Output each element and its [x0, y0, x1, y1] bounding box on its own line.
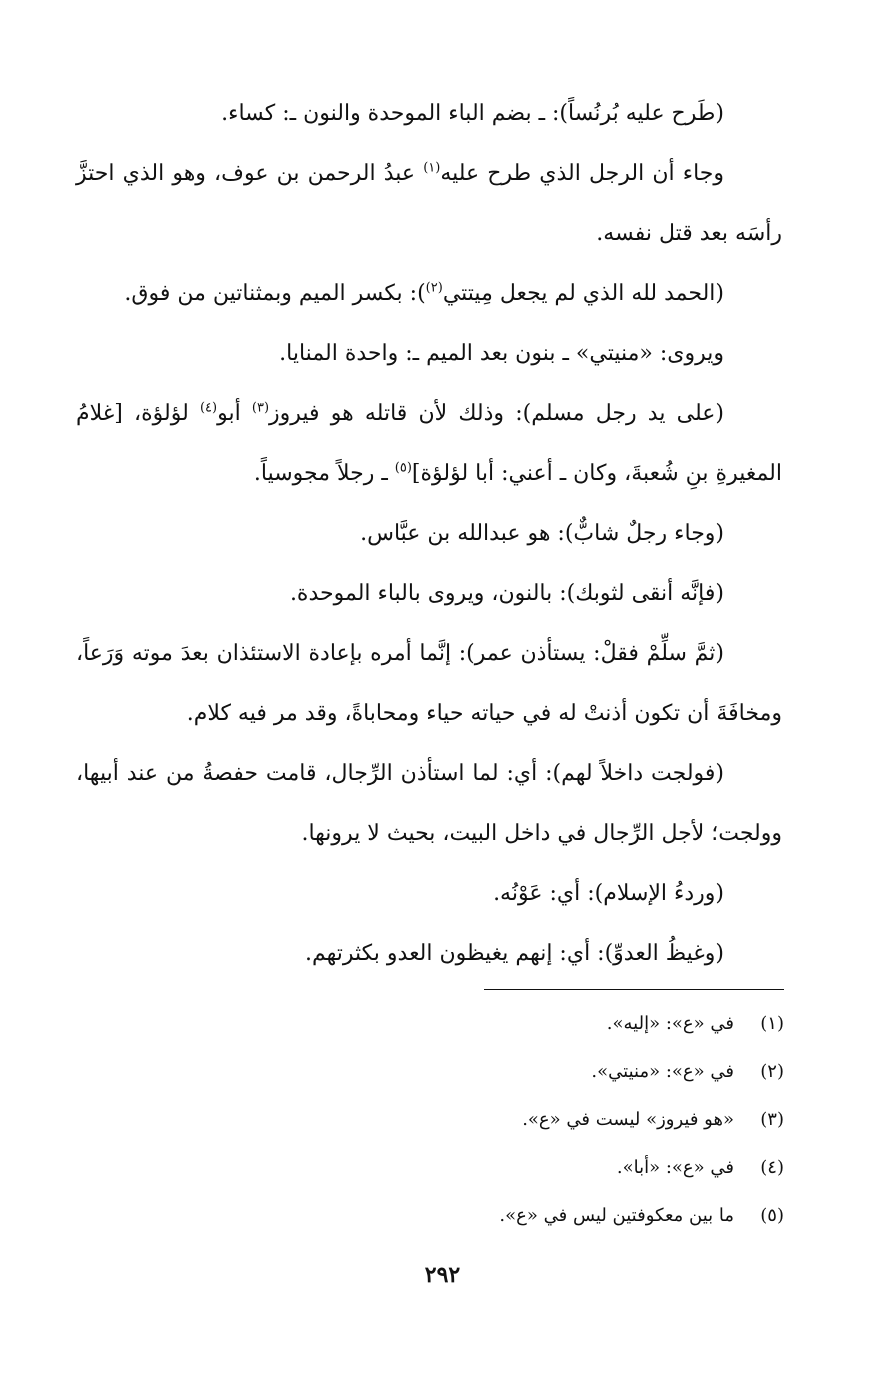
paragraph-text: عبدُ الرحمن بن عوف، وهو الذي احتزَّ رأسَه بعد قتل نفسه.	[76, 161, 782, 246]
paragraph	[76, 324, 782, 384]
paragraph	[76, 84, 782, 144]
footnote-text: ما بين معكوفتين ليس في «ع».	[499, 1205, 734, 1226]
paragraph	[76, 144, 782, 264]
paragraph-text: ـ رجلاً مجوسياً.	[253, 461, 395, 486]
paragraph-text: لؤلؤة، [غلامُ المغيرةِ بنِ شُعبةَ، وكان ـ أعني: أبا لؤلؤة]	[76, 401, 782, 486]
footnote-item	[76, 1000, 784, 1048]
paragraph-text: ): بكسر الميم وبمثناتين من فوق.	[124, 281, 426, 306]
paragraph	[76, 384, 782, 504]
paragraph	[76, 744, 782, 864]
paragraph-text: أبو	[217, 401, 252, 426]
paragraph-text: (وغيظُ العدوِّ): أي: إنهم يغيظون العدو بكثرتهم.	[304, 941, 724, 966]
paragraph	[76, 264, 782, 324]
paragraph	[76, 624, 782, 744]
page-number: ٢٩٢	[424, 1262, 461, 1288]
paragraph-text: (ثمَّ سلِّمْ فقلْ: يستأذن عمر): إنَّما أمره بإعادة الاستئذان بعدَ موته وَرَعاً، ومخافَةَ أن تكون أذنتْ له في حياته حياء ومحاباةً، وقد مر فيه كلام.	[76, 641, 782, 726]
paragraph	[76, 864, 782, 924]
footnote-number: (٤)	[760, 1157, 784, 1178]
footnote-text: في «ع»: «أبا».	[616, 1157, 734, 1178]
footnote-text: في «ع»: «إليه».	[606, 1013, 734, 1034]
main-text	[76, 84, 782, 984]
paragraph-text: (على يد رجل مسلم): وذلك لأن قاتله هو فيروز	[269, 401, 724, 426]
paragraph-text: (طَرح عليه بُرنُساً): ـ بضم الباء الموحدة والنون ـ: كساء.	[221, 101, 724, 126]
footnote-item	[76, 1096, 784, 1144]
footnote-marker: (٤)	[199, 400, 218, 416]
footnote-number: (٥)	[760, 1205, 784, 1226]
footnote-marker: (٥)	[394, 460, 412, 476]
paragraph-text: (وجاء رجلٌ شابٌّ): هو عبدالله بن عبَّاس.	[360, 521, 724, 546]
footnote-marker: (٢)	[425, 280, 443, 296]
footnote-text: في «ع»: «منيتي».	[591, 1061, 734, 1082]
paragraph-text: (فولجت داخلاً لهم): أي: لما استأذن الرِّجال، قامت حفصةُ من عند أبيها، وولجت؛ لأجل الرِّجال في داخل البيت، بحيث لا يرونها.	[76, 761, 782, 846]
paragraph-text: (فإنَّه أنقى لثوبك): بالنون، ويروى بالباء الموحدة.	[289, 581, 724, 606]
paragraph-text: ويروى: «منيتي» ـ بنون بعد الميم ـ: واحدة المنايا.	[279, 341, 724, 366]
footnote-number: (٣)	[760, 1109, 784, 1130]
footnote-item	[76, 1192, 784, 1240]
footnote-item	[76, 1048, 784, 1096]
paragraph	[76, 924, 782, 984]
footnote-marker: (٣)	[251, 400, 270, 416]
footnote-divider	[484, 989, 784, 990]
paragraph-text: (وردءُ الإسلام): أي: عَوْنُه.	[493, 881, 724, 906]
footnote-marker: (١)	[423, 160, 441, 176]
paragraph	[76, 564, 782, 624]
footnote-number: (٢)	[760, 1061, 784, 1082]
footnote-item	[76, 1144, 784, 1192]
footnote-text: «هو فيروز» ليست في «ع».	[522, 1109, 734, 1130]
footnote-number: (١)	[760, 1013, 784, 1034]
footnotes-list	[76, 1000, 784, 1240]
paragraph	[76, 504, 782, 564]
paragraph-text: وجاء أن الرجل الذي طرح عليه	[440, 161, 725, 186]
paragraph-text: (الحمد لله الذي لم يجعل مِيتتي	[442, 281, 724, 306]
